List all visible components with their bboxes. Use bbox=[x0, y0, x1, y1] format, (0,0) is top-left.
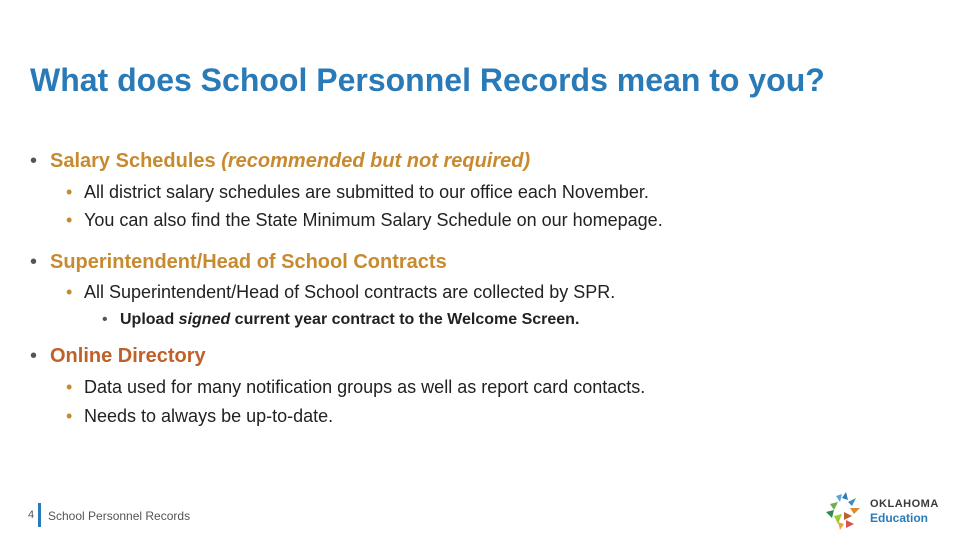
logo-mark-icon bbox=[822, 490, 862, 530]
section-heading: Superintendent/Head of School Contracts bbox=[50, 251, 447, 273]
list-item-text: Data used for many notification groups as well as report card contacts. bbox=[84, 377, 646, 397]
sub-item-emphasis: signed bbox=[178, 311, 231, 328]
bullet-icon: • bbox=[30, 345, 38, 367]
sub-item-prefix: Upload bbox=[120, 311, 179, 328]
list-item-text: You can also find the State Minimum Salary Schedule on our homepage. bbox=[84, 210, 663, 230]
bullet-icon: • bbox=[66, 282, 73, 302]
list-item bbox=[66, 210, 663, 231]
page-number: 4 bbox=[28, 509, 35, 521]
list-item-text: All district salary schedules are submitted to our office each November. bbox=[84, 182, 649, 202]
list-item bbox=[66, 282, 615, 303]
list-item bbox=[66, 377, 645, 398]
bullet-icon: • bbox=[66, 182, 73, 202]
section-online-directory bbox=[30, 345, 206, 368]
section-heading: Salary Schedules bbox=[50, 150, 216, 172]
bullet-icon: • bbox=[66, 406, 73, 426]
list-item bbox=[66, 406, 333, 427]
section-heading: Online Directory bbox=[50, 345, 206, 367]
sub-list-item bbox=[102, 311, 579, 329]
logo-text-oklahoma: OKLAHOMA bbox=[870, 498, 939, 510]
list-item-text: All Superintendent/Head of School contracts are collected by SPR. bbox=[84, 282, 616, 302]
logo-text-education: Education bbox=[870, 511, 929, 525]
bullet-icon: • bbox=[66, 377, 73, 397]
bullet-icon: • bbox=[66, 210, 73, 230]
list-item bbox=[66, 182, 649, 203]
bullet-icon: • bbox=[30, 251, 38, 273]
sub-item-suffix: current year contract to the Welcome Screen. bbox=[230, 311, 580, 328]
slide-title: What does School Personnel Records mean to you? bbox=[30, 62, 825, 98]
list-item-text: Needs to always be up-to-date. bbox=[84, 406, 334, 426]
section-heading-note: (recommended but not required) bbox=[221, 150, 531, 172]
section-salary-schedules bbox=[30, 150, 530, 173]
footer-divider bbox=[38, 503, 41, 527]
footer-label: School Personnel Records bbox=[48, 509, 191, 523]
oklahoma-education-logo bbox=[822, 490, 940, 530]
bullet-icon: • bbox=[102, 311, 108, 328]
section-contracts bbox=[30, 251, 447, 274]
bullet-icon: • bbox=[30, 150, 38, 172]
